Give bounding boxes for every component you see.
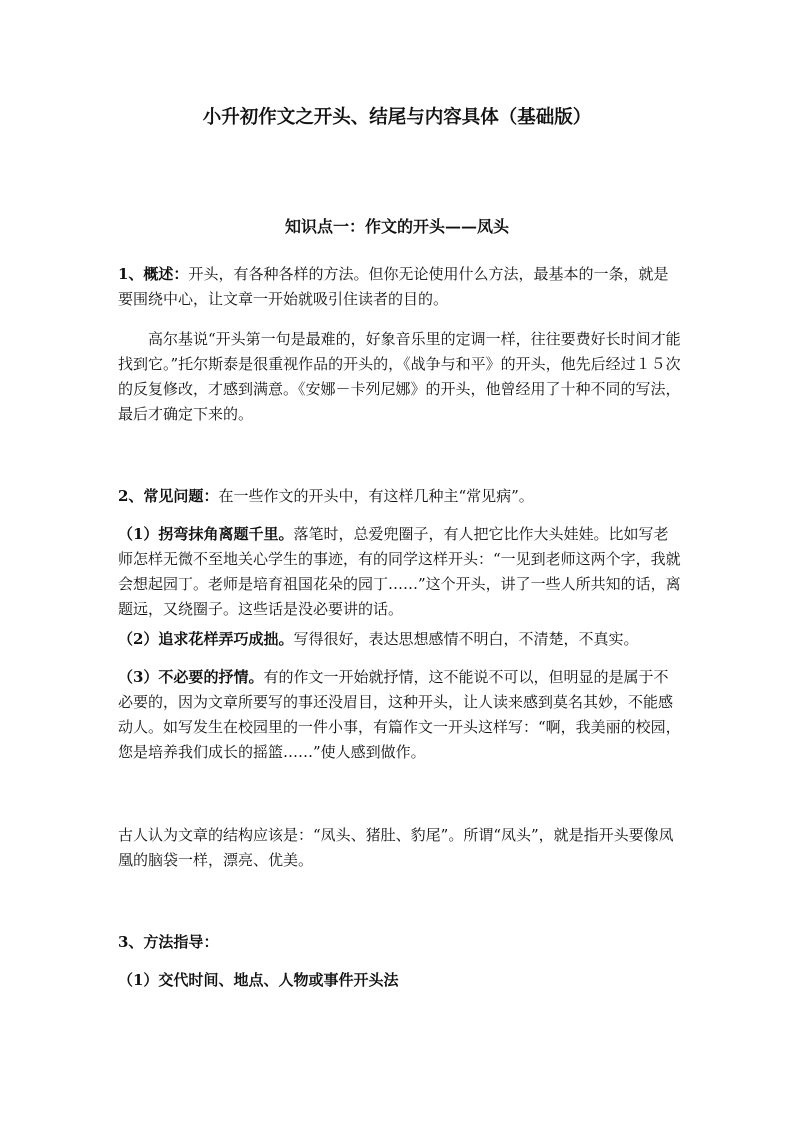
section-heading: 知识点一：作文的开头——凤头	[284, 217, 509, 236]
overview-text: 开头，有各种各样的方法。但你无论使用什么方法，最基本的一条，就是要围绕中心，让文章一开始就吸引住读者的目的。	[118, 265, 669, 308]
problem-2-label: （2）追求花样弄巧成拙。	[118, 630, 294, 648]
methods-heading: 3、方法指导：	[118, 933, 219, 951]
problem-2-text: 写得很好，表达思想感情不明白，不清楚，不真实。	[293, 630, 639, 648]
common-problems-label: 2、常见问题：	[118, 487, 219, 505]
problem-3-paragraph	[118, 665, 683, 765]
problem-1-paragraph	[118, 522, 683, 622]
problem-1-label: （1）拐弯抹角离题千里。	[118, 525, 294, 543]
common-problems-text: 在一些作文的开头中，有这样几种主“常见病”。	[218, 487, 534, 505]
problem-1-text: 落笔时，总爱兜圈子，有人把它比作大头娃娃。比如写老师怎样无微不至地关心学生的事迹，有的同学这样开头：“一见到老师这两个字，我就会想起园丁。老师是培育祖国花朵的园丁……”这个开头，讲了一些人所共知的话，离题远，又绕圈子。这些话是没必要讲的话。	[118, 525, 681, 618]
overview-paragraph	[118, 262, 683, 312]
common-problems-paragraph	[118, 484, 683, 509]
gorky-quote-paragraph: 高尔基说“开头第一句是最难的，好象音乐里的定调一样，往往要费好长时间才能找到它。”托尔斯泰是很重视作品的开头的，《战争与和平》的开头，他先后经过１５次的反复修改，才感到满意。《安娜－卡列尼娜》的开头，他曾经用了十种不同的写法，最后才确定下来的。	[118, 330, 681, 423]
overview-label: 1、概述：	[118, 265, 189, 283]
ancient-view-paragraph: 古人认为文章的结构应该是：“凤头、猪肚、豹尾”。所谓“凤头”，就是指开头要像凤凰的脑袋一样，漂亮、优美。	[118, 826, 674, 869]
problem-2-paragraph	[118, 627, 683, 652]
problem-3-text: 有的作文一开始就抒情，这不能说不可以，但明显的是属于不必要的，因为文章所要写的事还没眉目，这种开头，让人读来感到莫名其妙，不能感动人。如写发生在校园里的一件小事，有篇作文一开头这样写：“啊，我美丽的校园，您是培养我们成长的摇篮……”使人感到做作。	[118, 668, 681, 761]
page-title: 小升初作文之开头、结尾与内容具体（基础版）	[202, 107, 592, 128]
method-1-heading: （1）交代时间、地点、人物或事件开头法	[118, 971, 399, 989]
problem-3-label: （3）不必要的抒情。	[118, 668, 264, 686]
